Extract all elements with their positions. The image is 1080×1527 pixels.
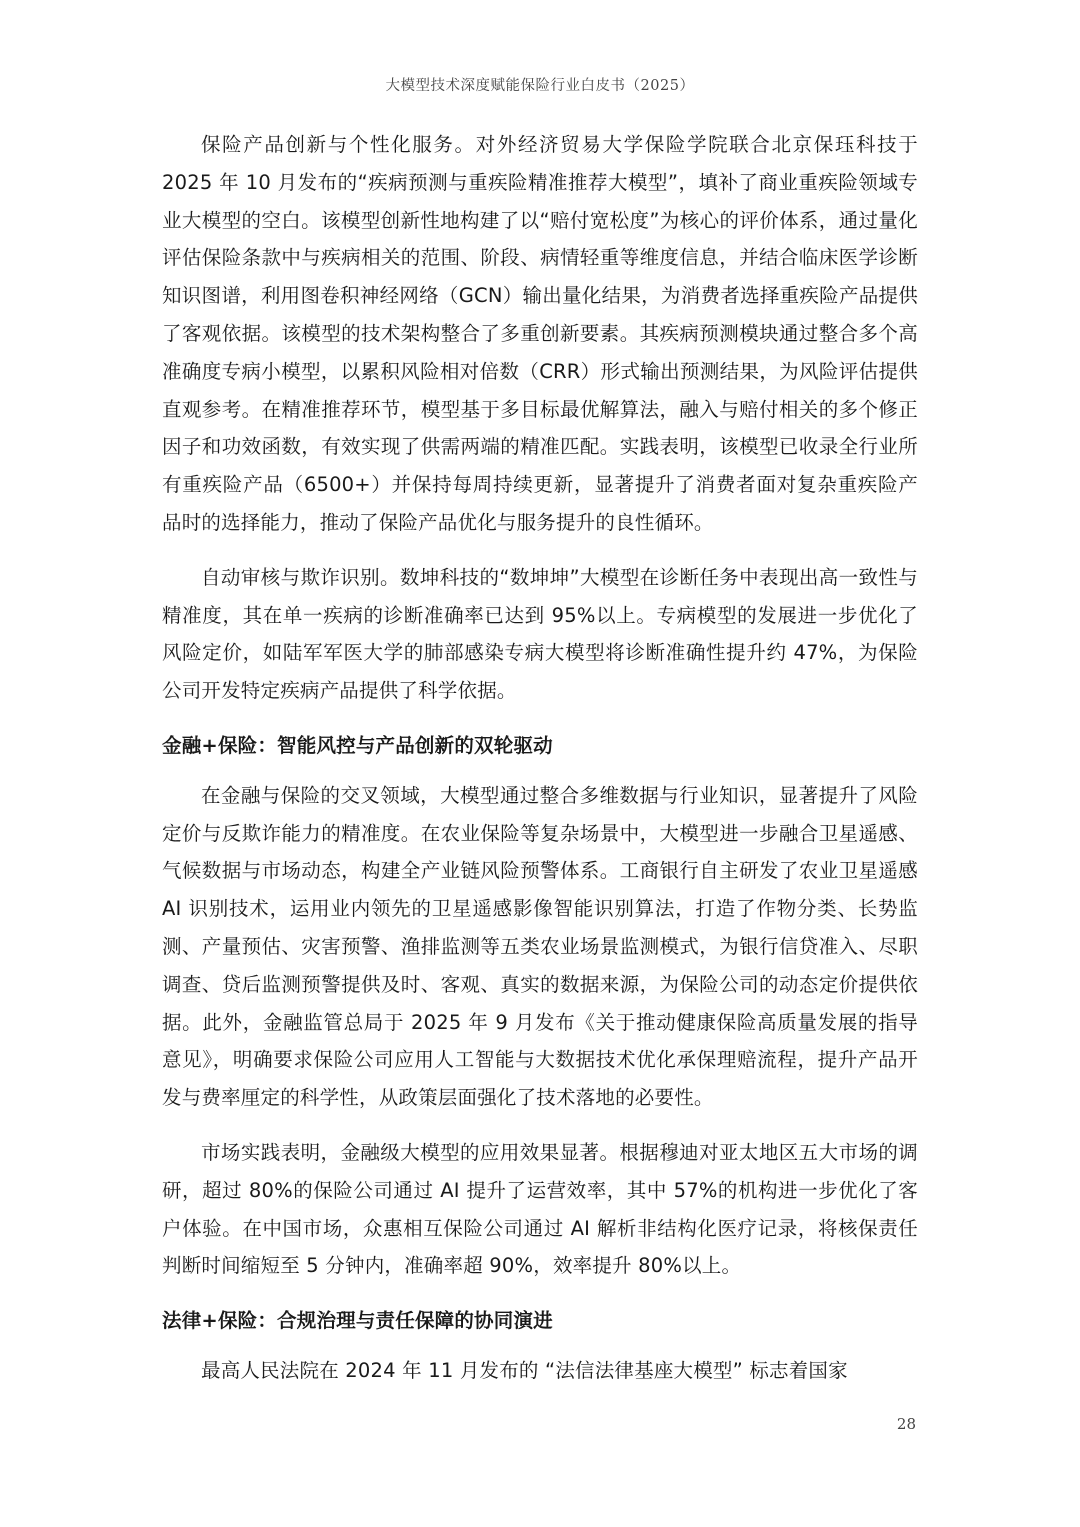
paragraph-market-practice: 市场实践表明，金融级大模型的应用效果显著。根据穆迪对亚太地区五大市场的调研，超过 80%的保险公司通过 AI 提升了运营效率，其中 57%的机构进一步优化了客户体验。在中国市场，众惠相互保险公司通过 AI 解析非结构化医疗记录，将核保责任判断时间缩短至 5 分钟内，准确率超 90%，效率提升 80%以上。 <box>162 1140 918 1278</box>
section-heading-law-insurance: 法律+保险：合规治理与责任保障的协同演进 <box>162 1309 553 1333</box>
page-number: 28 <box>896 1415 916 1433</box>
document-body <box>162 126 918 1407</box>
paragraph-finance-risk-control: 在金融与保险的交叉领域，大模型通过整合多维数据与行业知识，显著提升了风险定价与反欺诈能力的精准度。在农业保险等复杂场景中，大模型进一步融合卫星遥感、气候数据与市场动态，构建全产业链风险预警体系。工商银行自主研发了农业卫星遥感 AI 识别技术，运用业内领先的卫星遥感影像智能识别算法，打造了作物分类、长势监测、产量预估、灾害预警、渔排监测等五类农业场景监测模式，为银行信贷准入、尽职调查、贷后监测预警提供及时、客观、真实的数据来源，为保险公司的动态定价提供依据。此外，金融监管总局于 2025 年 9 月发布《关于推动健康保险高质量发展的指导意见》，明确要求保险公司应用人工智能与大数据技术优化承保理赔流程，提升产品开发与费率厘定的科学性，从政策层面强化了技术落地的必要性。 <box>162 783 918 1110</box>
section-heading-finance-insurance: 金融+保险：智能风控与产品创新的双轮驱动 <box>162 733 553 757</box>
paragraph-product-innovation: 保险产品创新与个性化服务。对外经济贸易大学保险学院联合北京保珏科技于 2025 年 10 月发布的“疾病预测与重疾险精准推荐大模型”，填补了商业重疾险领域专业大模型的空白。该模型创新性地构建了以“赔付宽松度”为核心的评价体系，通过量化评估保险条款中与疾病相关的范围、阶段、病情轻重等维度信息，并结合临床医学诊断知识图谱，利用图卷积神经网络（GCN）输出量化结果，为消费者选择重疾险产品提供了客观依据。该模型的技术架构整合了多重创新要素。其疾病预测模块通过整合多个高准确度专病小模型，以累积风险相对倍数（CRR）形式输出预测结果，为风险评估提供直观参考。在精准推荐环节，模型基于多目标最优解算法，融入与赔付相关的多个修正因子和功效函数，有效实现了供需两端的精准匹配。实践表明，该模型已收录全行业所有重疾险产品（6500+）并保持每周持续更新，显著提升了消费者面对复杂重疾险产品时的选择能力，推动了保险产品优化与服务提升的良性循环。 <box>162 133 918 534</box>
paragraph-supreme-court-model: 最高人民法院在 2024 年 11 月发布的 “法信法律基座大模型” 标志着国家 <box>201 1358 848 1382</box>
page-header-title: 大模型技术深度赋能保险行业白皮书（2025） <box>385 78 695 94</box>
paragraph-fraud-detection: 自动审核与欺诈识别。数坤科技的“数坤坤”大模型在诊断任务中表现出高一致性与精准度，其在单一疾病的诊断准确率已达到 95%以上。专病模型的发展进一步优化了风险定价，如陆军军医大学的肺部感染专病大模型将诊断准确性提升约 47%，为保险公司开发特定疾病产品提供了科学依据。 <box>162 565 918 703</box>
